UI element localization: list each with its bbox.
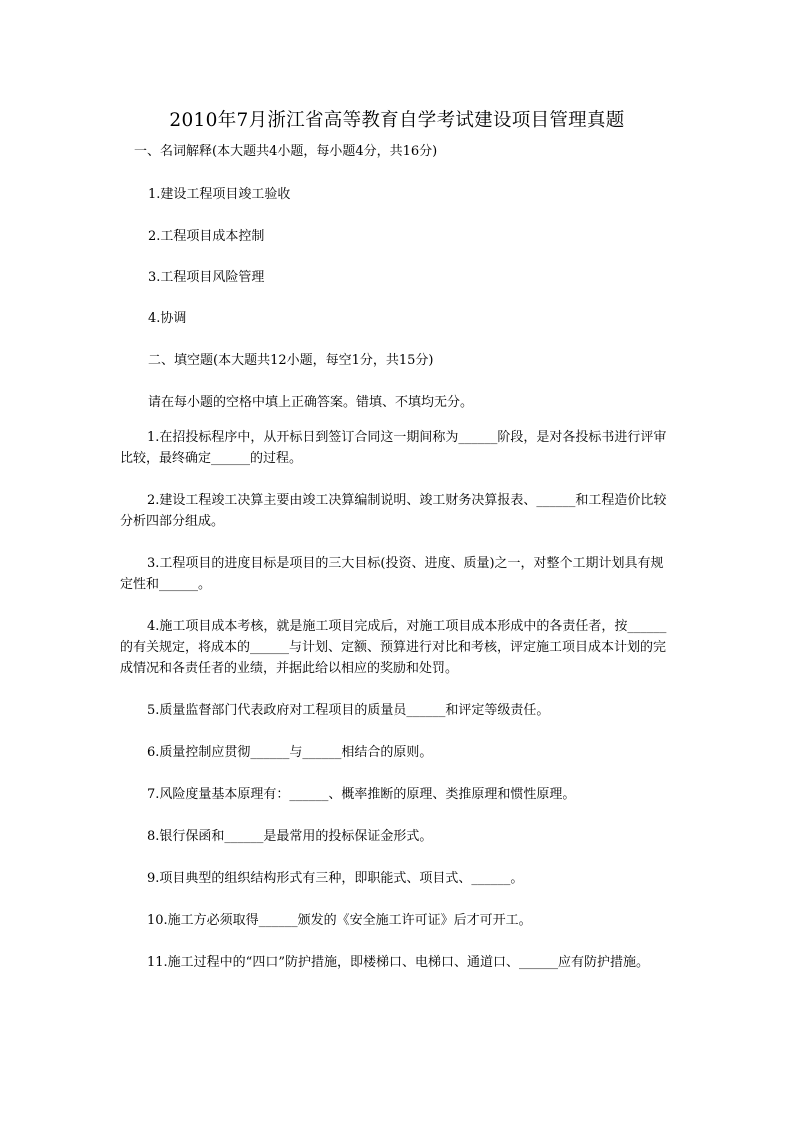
- section1-heading: 一、名词解释(本大题共4小题，每小题4分，共16分): [134, 144, 438, 159]
- section1-item: 1.建设工程项目竣工验收: [148, 187, 291, 202]
- section1-item: 4.协调: [148, 311, 187, 326]
- question: 9.项目典型的组织结构形式有三种，即职能式、项目式、______。: [147, 871, 524, 886]
- question: 11.施工过程中的“四口”防护措施，即楼梯口、电梯口、通道口、______应有防护措施。: [147, 955, 649, 970]
- section1-item: 2.工程项目成本控制: [148, 229, 265, 244]
- question: 7.风险度量基本原理有：______、概率推断的原理、类推原理和惯性原理。: [147, 787, 576, 802]
- question: 8.银行保函和______是最常用的投标保证金形式。: [147, 829, 433, 844]
- question: 5.质量监督部门代表政府对工程项目的质量员______和评定等级责任。: [147, 703, 550, 718]
- question: 3.工程项目的进度目标是项目的三大目标(投资、进度、质量)之一，对整个工期计划具有规定性和______。: [120, 556, 664, 592]
- question: 6.质量控制应贯彻______与______相结合的原则。: [147, 745, 433, 760]
- question: 2.建设工程竣工决算主要由竣工决算编制说明、竣工财务决算报表、______和工程造价比较分析四部分组成。: [120, 493, 667, 529]
- document-title: 2010年7月浙江省高等教育自学考试建设项目管理真题: [169, 110, 625, 131]
- question: 4.施工项目成本考核，就是施工项目完成后，对施工项目成本形成中的各责任者，按______的有关规定，将成本的______与计划、定额、预算进行对比和考核，评定施工项目成本计划的完成情况和各责任者的业绩，并据此给以相应的奖励和处罚。: [120, 619, 667, 676]
- question: 1.在招投标程序中，从开标日到签订合同这一期间称为______阶段，是对各投标书进行评审比较，最终确定______的过程。: [120, 430, 667, 466]
- section1-item: 3.工程项目风险管理: [148, 270, 265, 285]
- question: 10.施工方必须取得______颁发的《安全施工许可证》后才可开工。: [147, 913, 532, 928]
- section2-heading: 二、填空题(本大题共12小题，每空1分，共15分): [148, 353, 434, 368]
- section2-instruction: 请在每小题的空格中填上正确答案。错填、不填均无分。: [148, 395, 474, 410]
